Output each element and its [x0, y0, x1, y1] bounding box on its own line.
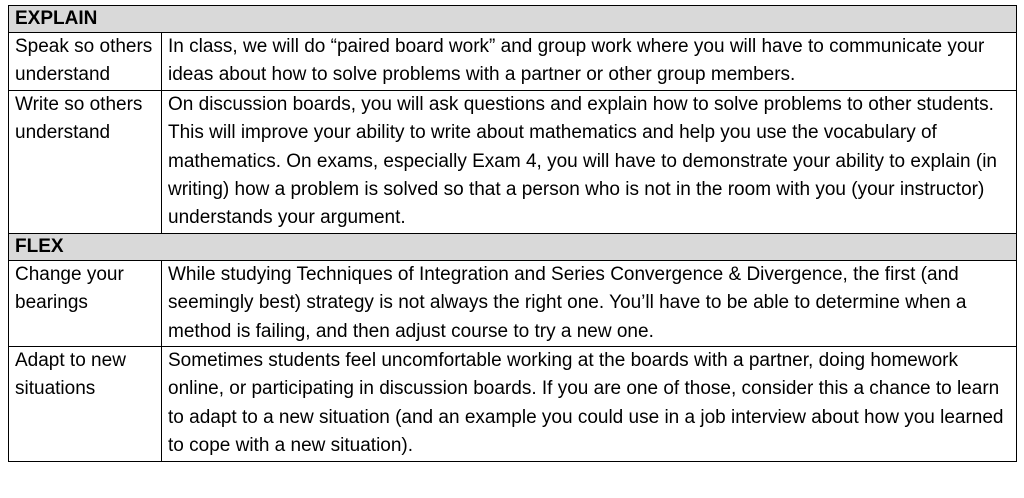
skills-table	[8, 5, 1017, 462]
section-heading: EXPLAIN	[9, 6, 1017, 33]
skill-label: Adapt to new situations	[9, 347, 162, 462]
table-row	[9, 260, 1017, 346]
table-row	[9, 33, 1017, 91]
skill-label: Change your bearings	[9, 260, 162, 346]
skill-description: In class, we will do “paired board work” and group work where you will have to communicate your ideas about how to solve problems with a partner or other group members.	[162, 33, 1017, 91]
skill-description: While studying Techniques of Integration and Series Convergence & Divergence, the first (and seemingly best) strategy is not always the right one. You’ll have to be able to determine when a method is failing, and then adjust course to try a new one.	[162, 260, 1017, 346]
section-header-flex	[9, 233, 1017, 260]
table-row	[9, 347, 1017, 462]
section-header-explain	[9, 6, 1017, 33]
table-row	[9, 90, 1017, 233]
section-heading: FLEX	[9, 233, 1017, 260]
skill-label: Write so others understand	[9, 90, 162, 233]
skill-description: Sometimes students feel uncomfortable working at the boards with a partner, doing homework online, or participating in discussion boards. If you are one of those, consider this a chance to learn to adapt to a new situation (and an example you could use in a job interview about how you learned to cope with a new situation).	[162, 347, 1017, 462]
skill-label: Speak so others understand	[9, 33, 162, 91]
skill-description: On discussion boards, you will ask questions and explain how to solve problems to other students. This will improve your ability to write about mathematics and help you use the vocabulary of mathematics. On exams, especially Exam 4, you will have to demonstrate your ability to explain (in writing) how a problem is solved so that a person who is not in the room with you (your instructor) understands your argument.	[162, 90, 1017, 233]
document-page	[8, 0, 1016, 498]
